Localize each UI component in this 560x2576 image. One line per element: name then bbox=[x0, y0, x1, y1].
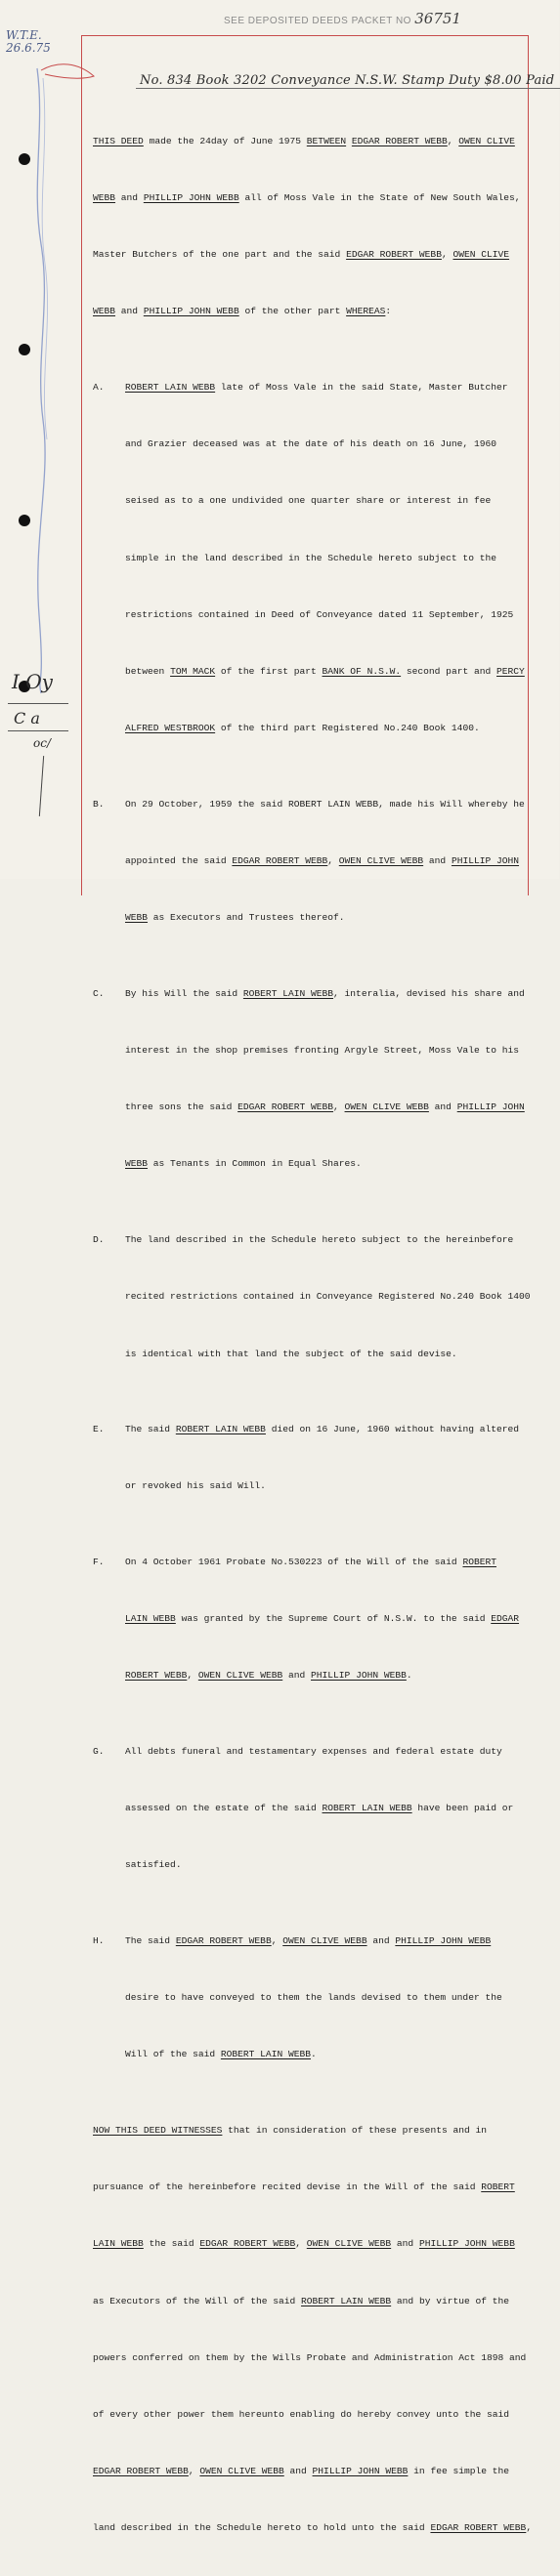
text-segment: that in consideration of these presents and in bbox=[222, 2124, 488, 2136]
operative-line bbox=[93, 2462, 527, 2480]
underlined-name: PHILLIP JOHN bbox=[451, 855, 520, 867]
margin-annotations bbox=[4, 660, 74, 855]
underlined-name: EDGAR ROBERT WEBB bbox=[232, 855, 328, 867]
text-segment: land described in the Schedule hereto to hold unto the said bbox=[93, 2522, 431, 2534]
text-segment: all of Moss Vale in the State of New South Wales, bbox=[238, 192, 521, 204]
clause-line bbox=[93, 1098, 527, 1116]
clause-line bbox=[93, 1932, 527, 1950]
margin-pen-stroke bbox=[39, 756, 44, 816]
text-run: powers conferred on them by the Wills Probate and Administration Act 1898 and bbox=[93, 2351, 527, 2363]
text-segment: , interalia, devised his share and bbox=[333, 987, 525, 999]
text-run bbox=[93, 2125, 487, 2136]
binder-hole bbox=[19, 153, 30, 165]
text-run bbox=[125, 2045, 317, 2063]
underlined-name: WEBB bbox=[93, 306, 116, 317]
text-segment: as Executors of the Will of the said bbox=[93, 2295, 302, 2306]
underlined-name: ROBERT LAIN WEBB bbox=[322, 1803, 412, 1814]
recital-line bbox=[93, 302, 527, 320]
underlined-name: PHILLIP JOHN bbox=[456, 1101, 525, 1113]
margin-note-text: a bbox=[30, 709, 40, 727]
clause-line bbox=[93, 1345, 527, 1363]
text-run: satisfied. bbox=[125, 1859, 182, 1871]
underlined-name: OWEN CLIVE bbox=[458, 135, 515, 146]
clause-line bbox=[93, 1476, 527, 1495]
recital-line bbox=[93, 132, 527, 150]
text-segment: and bbox=[115, 192, 144, 204]
recital-line bbox=[93, 188, 527, 207]
clause-line bbox=[93, 795, 527, 813]
underlined-name: ROBERT WEBB bbox=[125, 1670, 188, 1682]
text-run bbox=[93, 2466, 509, 2476]
underlined-name: LAIN WEBB bbox=[125, 1613, 176, 1625]
text-segment: and bbox=[282, 1670, 312, 1682]
underlined-name: ROBERT bbox=[481, 2181, 515, 2193]
binder-hole bbox=[19, 344, 30, 355]
text-segment: and bbox=[366, 1934, 396, 1946]
text-run: or revoked his said Will. bbox=[125, 1480, 266, 1492]
text-run bbox=[125, 1932, 491, 1950]
underlined-name: OWEN CLIVE WEBB bbox=[197, 1670, 283, 1682]
clause-line bbox=[93, 1855, 527, 1874]
operative-line bbox=[93, 2234, 527, 2253]
clause-line bbox=[93, 984, 527, 1003]
text-segment: late of Moss Vale in the said State, Master Butcher bbox=[215, 382, 508, 394]
underlined-name: ROBERT LAIN WEBB bbox=[125, 382, 216, 394]
clause-line bbox=[93, 662, 527, 681]
underlined-name: LAIN WEBB bbox=[93, 2238, 144, 2250]
underlined-name: ROBERT bbox=[462, 1556, 496, 1567]
text-segment: , bbox=[188, 2466, 200, 2477]
text-segment: By his Will the said bbox=[125, 987, 243, 999]
underlined-name: OWEN CLIVE WEBB bbox=[199, 2466, 284, 2477]
clause-label: H. bbox=[93, 1934, 105, 1946]
text-run bbox=[125, 1154, 362, 1173]
margin-initials-line2: 26.6.75 bbox=[6, 41, 51, 55]
text-segment: The said bbox=[125, 1934, 176, 1946]
text-run bbox=[93, 136, 515, 146]
underlined-name: BETWEEN bbox=[306, 135, 347, 146]
underlined-name: ROBERT LAIN WEBB bbox=[242, 987, 334, 999]
underlined-name: EDGAR bbox=[491, 1613, 520, 1625]
clause-label: G. bbox=[93, 1745, 105, 1757]
clause-line bbox=[93, 378, 527, 396]
underlined-name: ROBERT LAIN WEBB bbox=[301, 2295, 392, 2306]
text-segment: as Tenants in Common in Equal Shares. bbox=[148, 1158, 362, 1170]
text-segment: , bbox=[447, 135, 459, 146]
text-segment: . bbox=[311, 2049, 317, 2060]
text-run: All debts funeral and testamentary expenses and federal estate duty bbox=[125, 1745, 502, 1757]
underlined-name: EDGAR ROBERT WEBB bbox=[346, 249, 442, 261]
text-run: interest in the shop premises fronting Argyle Street, Moss Vale to his bbox=[125, 1045, 520, 1057]
clause-line bbox=[93, 1988, 527, 2007]
registration-heading: No. 834 Book 3202 Conveyance N.S.W. Stamp Duty $8.00 Paid bbox=[140, 73, 555, 88]
clause-line bbox=[93, 1742, 527, 1761]
text-segment: of the other part bbox=[238, 306, 347, 317]
text-segment: and bbox=[428, 1101, 457, 1113]
underlined-name: ROBERT LAIN WEBB bbox=[220, 2049, 311, 2060]
operative-line bbox=[93, 2518, 533, 2537]
underlined-name: OWEN CLIVE WEBB bbox=[306, 2238, 392, 2250]
clause-line bbox=[93, 2045, 527, 2063]
text-run bbox=[93, 2238, 515, 2249]
text-run: of every other power them hereunto enabling do hereby convey unto the said bbox=[93, 2408, 510, 2420]
text-segment: made the 24day of June 1975 bbox=[143, 135, 307, 146]
margin-rule bbox=[8, 703, 68, 704]
underlined-name: OWEN CLIVE WEBB bbox=[338, 855, 424, 867]
text-run bbox=[125, 1666, 412, 1684]
text-segment: in fee simple the bbox=[408, 2466, 510, 2477]
margin-rule bbox=[8, 730, 68, 731]
text-segment: , bbox=[327, 855, 339, 867]
clause-line bbox=[93, 1420, 527, 1438]
underlined-name: PERCY bbox=[496, 666, 525, 678]
packet-number: 36751 bbox=[414, 10, 461, 27]
text-run: On 29 October, 1959 the said ROBERT LAIN WEBB, made his Will whereby he bbox=[125, 798, 525, 810]
recital-line bbox=[93, 245, 527, 264]
text-run bbox=[125, 1799, 513, 1817]
operative-line bbox=[93, 2405, 527, 2424]
text-run bbox=[93, 249, 509, 260]
underlined-name: TOM MACK bbox=[170, 666, 216, 678]
clause-label: A. bbox=[93, 382, 105, 394]
text-segment: Master Butchers of the one part and the said bbox=[93, 249, 347, 261]
underlined-name: OWEN CLIVE WEBB bbox=[344, 1101, 429, 1113]
underlined-name: EDGAR ROBERT WEBB bbox=[175, 1934, 272, 1946]
text-run bbox=[125, 719, 480, 737]
underlined-name: EDGAR ROBERT WEBB bbox=[93, 2466, 189, 2477]
text-run: and Grazier deceased was at the date of his death on 16 June, 1960 bbox=[125, 438, 496, 450]
clause-line bbox=[93, 435, 527, 453]
deed-body bbox=[93, 94, 533, 2576]
deposited-deeds-stamp bbox=[224, 10, 461, 27]
text-segment: as Executors and Trustees thereof. bbox=[148, 912, 345, 924]
text-run bbox=[125, 378, 508, 396]
text-run: restrictions contained in Deed of Conveyance dated 11 September, 1925 bbox=[125, 608, 514, 620]
text-segment: Will of the said bbox=[125, 2049, 221, 2060]
text-segment: and bbox=[423, 855, 452, 867]
text-run bbox=[125, 852, 519, 870]
clause-line bbox=[93, 1799, 527, 1817]
text-run: recited restrictions contained in Conveyance Registered No.240 Book 1400 bbox=[125, 1291, 531, 1303]
text-segment: , bbox=[187, 1670, 198, 1682]
clause-line bbox=[93, 605, 527, 624]
margin-note bbox=[14, 709, 40, 727]
underlined-name: ROBERT LAIN WEBB bbox=[175, 1424, 266, 1435]
clause-label: F. bbox=[93, 1556, 105, 1567]
clause-line bbox=[93, 852, 527, 870]
text-segment: and bbox=[391, 2238, 419, 2250]
margin-note-text: I bbox=[12, 670, 20, 693]
text-segment: of the first part bbox=[215, 666, 323, 678]
clause-line bbox=[93, 491, 527, 510]
text-run bbox=[93, 2522, 532, 2533]
text-run: is identical with that land the subject of the said devise. bbox=[125, 1348, 457, 1359]
text-segment: The said bbox=[125, 1424, 176, 1435]
text-segment: was granted by the Supreme Court of N.S.W. to the said bbox=[175, 1613, 492, 1625]
text-segment: , bbox=[271, 1934, 283, 1946]
underlined-name: PHILLIP JOHN WEBB bbox=[143, 192, 239, 204]
text-run bbox=[93, 192, 521, 203]
underlined-name: NOW THIS DEED WITNESSES bbox=[93, 2124, 223, 2136]
clause-line bbox=[93, 1553, 527, 1571]
underlined-name: EDGAR ROBERT WEBB bbox=[430, 2522, 527, 2534]
text-segment: died on 16 June, 1960 without having altered bbox=[265, 1424, 520, 1435]
margin-note-text: oc/ bbox=[33, 736, 51, 750]
underlined-name: PHILLIP JOHN WEBB bbox=[312, 2466, 409, 2477]
underlined-name: WEBB bbox=[125, 912, 149, 924]
blue-pencil-mark bbox=[27, 68, 53, 693]
text-segment: and by virtue of the bbox=[391, 2295, 510, 2306]
text-run: desire to have conveyed to them the lands devised to them under the bbox=[125, 1992, 502, 2004]
text-run bbox=[125, 984, 525, 1003]
clause-line bbox=[93, 1154, 527, 1173]
underlined-name: EDGAR ROBERT WEBB bbox=[237, 1101, 334, 1113]
underlined-name: OWEN CLIVE WEBB bbox=[282, 1934, 367, 1946]
underlined-name: WEBB bbox=[125, 1158, 149, 1170]
text-segment: have been paid or bbox=[411, 1803, 514, 1814]
text-segment: On 4 October 1961 Probate No.530223 of the Will of the said bbox=[125, 1556, 463, 1567]
underlined-name: EDGAR ROBERT WEBB bbox=[199, 2238, 296, 2250]
clause-line bbox=[93, 549, 527, 567]
text-run bbox=[125, 1609, 519, 1628]
margin-note-text: C bbox=[14, 709, 26, 727]
underlined-name: THIS DEED bbox=[93, 135, 144, 146]
text-segment: , bbox=[441, 249, 453, 261]
clause-line bbox=[93, 1609, 527, 1628]
margin-initials-line1: W.T.E. bbox=[6, 28, 42, 42]
text-segment: and bbox=[115, 306, 144, 317]
text-segment: and bbox=[283, 2466, 313, 2477]
text-segment: . bbox=[406, 1670, 412, 1682]
text-segment: , bbox=[526, 2522, 533, 2534]
clause-label: B. bbox=[93, 798, 105, 810]
text-segment: assessed on the estate of the said bbox=[125, 1803, 323, 1814]
text-segment: of the third part Registered No.240 Book 1400. bbox=[215, 723, 480, 734]
clause-line bbox=[93, 1230, 527, 1249]
underlined-name: ALFRED WESTBROOK bbox=[125, 723, 216, 734]
text-segment: appointed the said bbox=[125, 855, 233, 867]
text-run: simple in the land described in the Schedule hereto subject to the bbox=[125, 552, 496, 563]
underlined-name: PHILLIP JOHN WEBB bbox=[143, 306, 239, 317]
clause-line bbox=[93, 908, 527, 927]
text-run bbox=[125, 1420, 519, 1438]
text-run bbox=[125, 908, 345, 927]
underlined-name: OWEN CLIVE bbox=[452, 249, 510, 261]
text-run bbox=[125, 662, 525, 681]
clause-line bbox=[93, 1041, 527, 1059]
underlined-name: PHILLIP JOHN WEBB bbox=[395, 1934, 492, 1946]
clause-label: D. bbox=[93, 1234, 105, 1246]
underlined-name: PHILLIP JOHN WEBB bbox=[418, 2238, 515, 2250]
underlined-name: WHEREAS bbox=[346, 306, 386, 317]
text-segment: : bbox=[385, 306, 392, 317]
underlined-name: BANK OF N.S.W. bbox=[322, 666, 402, 678]
text-segment: three sons the said bbox=[125, 1101, 238, 1113]
operative-line bbox=[93, 2348, 527, 2367]
underlined-name: PHILLIP JOHN WEBB bbox=[311, 1670, 407, 1682]
text-run bbox=[93, 2296, 509, 2306]
text-segment: between bbox=[125, 666, 171, 678]
margin-note-text: Oy bbox=[25, 670, 53, 693]
operative-line bbox=[93, 2121, 527, 2140]
operative-line bbox=[93, 2292, 527, 2310]
clause-label: C. bbox=[93, 987, 105, 999]
text-run bbox=[93, 306, 391, 316]
text-run: The land described in the Schedule hereto subject to the hereinbefore bbox=[125, 1234, 514, 1246]
underlined-name: EDGAR ROBERT WEBB bbox=[351, 135, 448, 146]
text-segment: pursuance of the hereinbefore recited devise in the Will of the said bbox=[93, 2181, 482, 2193]
clause-label: E. bbox=[93, 1424, 105, 1435]
clause-line bbox=[93, 719, 527, 737]
text-run bbox=[93, 2181, 515, 2192]
clause-line bbox=[93, 1666, 527, 1684]
text-run bbox=[125, 1553, 496, 1571]
text-segment: the said bbox=[143, 2238, 200, 2250]
margin-note bbox=[12, 670, 53, 693]
text-run bbox=[125, 1098, 525, 1116]
binder-hole bbox=[19, 515, 30, 526]
underlined-name: WEBB bbox=[93, 192, 116, 204]
text-run: seised as to a one undivided one quarter share or interest in fee bbox=[125, 495, 492, 507]
stamp-prefix: SEE DEPOSITED DEEDS PACKET NO bbox=[224, 16, 411, 26]
operative-line bbox=[93, 2178, 527, 2196]
clause-line bbox=[93, 1287, 531, 1306]
text-segment: , bbox=[333, 1101, 345, 1113]
text-segment: second part and bbox=[401, 666, 496, 678]
text-segment: , bbox=[295, 2238, 307, 2250]
